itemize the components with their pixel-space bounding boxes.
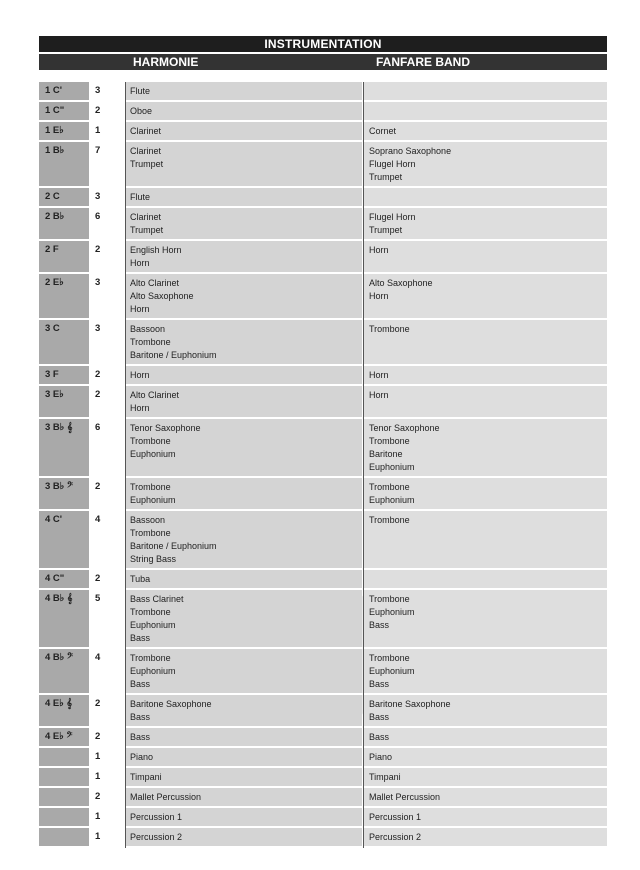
instrument-name: Horn bbox=[130, 403, 150, 413]
harmonie-cell bbox=[125, 386, 362, 419]
instrument-name: Clarinet bbox=[130, 146, 162, 156]
harmonie-cell bbox=[125, 728, 362, 748]
key-label: 4 C" bbox=[45, 573, 65, 584]
column-divider bbox=[125, 82, 126, 848]
instrument-name: Timpani bbox=[369, 772, 401, 782]
instrument-name: Trombone bbox=[369, 324, 410, 334]
header-bar bbox=[39, 54, 607, 70]
key-label: 1 C" bbox=[45, 105, 65, 116]
fanfare-instruments bbox=[369, 791, 440, 804]
key-label: 4 C' bbox=[45, 514, 63, 525]
instrument-name: String Bass bbox=[130, 554, 177, 564]
instrument-name: Bassoon bbox=[130, 515, 166, 525]
instrument-name: Tuba bbox=[130, 574, 151, 584]
fanfare-cell bbox=[364, 511, 607, 570]
fanfare-instruments bbox=[369, 831, 421, 844]
instrument-name: Euphonium bbox=[130, 666, 176, 676]
instrument-name: English Horn bbox=[130, 245, 182, 255]
fanfare-cell bbox=[364, 419, 607, 478]
instrument-name: Tenor Saxophone bbox=[369, 423, 440, 433]
fanfare-instruments bbox=[369, 389, 389, 402]
part-count: 5 bbox=[95, 593, 101, 604]
harmonie-cell bbox=[125, 511, 362, 570]
harmonie-instruments bbox=[130, 811, 182, 824]
instrument-name: Euphonium bbox=[369, 462, 415, 472]
instrument-name: Horn bbox=[369, 390, 389, 400]
instrument-name: Euphonium bbox=[130, 449, 176, 459]
harmonie-instruments bbox=[130, 573, 150, 586]
key-label: 4 E♭ 𝄞 bbox=[45, 698, 72, 709]
column-divider bbox=[363, 82, 364, 848]
instrument-name: Bass Clarinet bbox=[130, 594, 184, 604]
harmonie-instruments bbox=[130, 831, 182, 844]
part-count: 3 bbox=[95, 277, 101, 288]
part-count: 2 bbox=[95, 105, 101, 116]
fanfare-instruments bbox=[369, 244, 389, 257]
fanfare-cell bbox=[364, 386, 607, 419]
harmonie-cell bbox=[125, 419, 362, 478]
instrument-name: Clarinet bbox=[130, 126, 162, 136]
harmonie-cell bbox=[125, 320, 362, 366]
instrument-name: Alto Saxophone bbox=[130, 291, 194, 301]
instrument-name: Flugel Horn bbox=[369, 159, 416, 169]
part-count: 1 bbox=[95, 831, 101, 842]
part-count: 1 bbox=[95, 751, 101, 762]
part-count: 3 bbox=[95, 191, 101, 202]
fanfare-cell bbox=[364, 748, 607, 768]
fanfare-instruments bbox=[369, 593, 415, 632]
fanfare-instruments bbox=[369, 145, 451, 184]
instrument-name: Euphonium bbox=[369, 666, 415, 676]
harmonie-instruments bbox=[130, 698, 212, 724]
instrument-name: Horn bbox=[369, 291, 389, 301]
instrument-name: Trumpet bbox=[369, 172, 403, 182]
harmonie-instruments bbox=[130, 593, 184, 645]
key-label: 2 F bbox=[45, 244, 59, 255]
harmonie-instruments bbox=[130, 514, 217, 566]
fanfare-instruments bbox=[369, 323, 410, 336]
instrument-name: Cornet bbox=[369, 126, 397, 136]
harmonie-instruments bbox=[130, 211, 163, 237]
harmonie-cell bbox=[125, 366, 362, 386]
harmonie-instruments bbox=[130, 389, 179, 415]
instrument-name: Flute bbox=[130, 192, 151, 202]
fanfare-cell bbox=[364, 102, 607, 122]
instrumentation-table bbox=[39, 82, 607, 848]
part-count: 1 bbox=[95, 771, 101, 782]
instrument-name: Trombone bbox=[369, 436, 410, 446]
instrument-name: Baritone Saxophone bbox=[369, 699, 451, 709]
instrument-name: Percussion 1 bbox=[130, 812, 183, 822]
instrument-name: Bass bbox=[369, 679, 390, 689]
harmonie-cell bbox=[125, 478, 362, 511]
harmonie-cell bbox=[125, 82, 362, 102]
part-count: 2 bbox=[95, 389, 101, 400]
key-label: 3 B♭ 𝄢 bbox=[45, 481, 74, 492]
instrument-name: Euphonium bbox=[369, 607, 415, 617]
harmonie-instruments bbox=[130, 751, 153, 764]
key-label: 4 E♭ 𝄢 bbox=[45, 731, 73, 742]
fanfare-cell bbox=[364, 188, 607, 208]
part-count: 2 bbox=[95, 244, 101, 255]
instrument-name: Clarinet bbox=[130, 212, 162, 222]
instrument-name: Euphonium bbox=[369, 495, 415, 505]
instrument-name: Trombone bbox=[369, 594, 410, 604]
fanfare-instruments bbox=[369, 481, 415, 507]
instrument-name: Trombone bbox=[369, 515, 410, 525]
fanfare-cell bbox=[364, 808, 607, 828]
fanfare-instruments bbox=[369, 652, 415, 691]
harmonie-cell bbox=[125, 808, 362, 828]
instrument-name: Mallet Percussion bbox=[130, 792, 202, 802]
fanfare-cell bbox=[364, 695, 607, 728]
part-count: 2 bbox=[95, 369, 101, 380]
key-label: 1 B♭ bbox=[45, 145, 65, 156]
harmonie-instruments bbox=[130, 191, 150, 204]
harmonie-instruments bbox=[130, 791, 201, 804]
instrument-name: Bass bbox=[130, 633, 151, 643]
fanfare-cell bbox=[364, 570, 607, 590]
instrument-name: Bass bbox=[130, 732, 151, 742]
harmonie-cell bbox=[125, 695, 362, 728]
instrument-name: Flute bbox=[130, 86, 151, 96]
column-header-harmonie: HARMONIE bbox=[133, 55, 199, 69]
fanfare-instruments bbox=[369, 211, 416, 237]
instrument-name: Bassoon bbox=[130, 324, 166, 334]
instrument-name: Trombone bbox=[130, 653, 171, 663]
instrument-name: Baritone bbox=[369, 449, 403, 459]
harmonie-cell bbox=[125, 208, 362, 241]
key-label: 2 E♭ bbox=[45, 277, 64, 288]
harmonie-cell bbox=[125, 102, 362, 122]
instrument-name: Soprano Saxophone bbox=[369, 146, 452, 156]
fanfare-cell bbox=[364, 728, 607, 748]
instrument-name: Horn bbox=[130, 370, 150, 380]
harmonie-instruments bbox=[130, 125, 161, 138]
fanfare-instruments bbox=[369, 731, 389, 744]
key-label: 3 B♭ 𝄞 bbox=[45, 422, 73, 433]
fanfare-instruments bbox=[369, 369, 389, 382]
instrument-name: Mallet Percussion bbox=[369, 792, 441, 802]
instrument-name: Percussion 1 bbox=[369, 812, 422, 822]
instrument-name: Trombone bbox=[369, 653, 410, 663]
instrument-name: Trumpet bbox=[130, 159, 164, 169]
part-count: 6 bbox=[95, 422, 101, 433]
part-count: 1 bbox=[95, 811, 101, 822]
instrument-name: Oboe bbox=[130, 106, 153, 116]
harmonie-cell bbox=[125, 768, 362, 788]
instrument-name: Trumpet bbox=[130, 225, 164, 235]
fanfare-instruments bbox=[369, 771, 401, 784]
harmonie-cell bbox=[125, 828, 362, 848]
part-count: 2 bbox=[95, 791, 101, 802]
fanfare-instruments bbox=[369, 751, 392, 764]
harmonie-cell bbox=[125, 274, 362, 320]
harmonie-instruments bbox=[130, 422, 201, 461]
instrument-name: Trombone bbox=[130, 528, 171, 538]
fanfare-cell bbox=[364, 208, 607, 241]
fanfare-cell bbox=[364, 366, 607, 386]
harmonie-instruments bbox=[130, 481, 176, 507]
title-bar bbox=[39, 36, 607, 52]
harmonie-instruments bbox=[130, 323, 217, 362]
harmonie-cell bbox=[125, 570, 362, 590]
fanfare-cell bbox=[364, 768, 607, 788]
harmonie-instruments bbox=[130, 652, 176, 691]
harmonie-instruments bbox=[130, 277, 194, 316]
part-count: 1 bbox=[95, 125, 101, 136]
instrument-name: Trombone bbox=[130, 337, 171, 347]
instrument-name: Percussion 2 bbox=[130, 832, 183, 842]
harmonie-cell bbox=[125, 142, 362, 188]
instrument-name: Baritone Saxophone bbox=[130, 699, 212, 709]
fanfare-cell bbox=[364, 241, 607, 274]
instrument-name: Alto Clarinet bbox=[130, 278, 180, 288]
harmonie-instruments bbox=[130, 145, 163, 171]
fanfare-instruments bbox=[369, 698, 451, 724]
column-header-fanfare: FANFARE BAND bbox=[376, 55, 471, 69]
harmonie-cell bbox=[125, 122, 362, 142]
fanfare-cell bbox=[364, 828, 607, 848]
fanfare-cell bbox=[364, 274, 607, 320]
instrument-name: Euphonium bbox=[130, 620, 176, 630]
fanfare-cell bbox=[364, 478, 607, 511]
instrument-name: Trumpet bbox=[369, 225, 403, 235]
instrument-name: Piano bbox=[369, 752, 393, 762]
part-count: 2 bbox=[95, 573, 101, 584]
harmonie-instruments bbox=[130, 105, 152, 118]
instrument-name: Alto Clarinet bbox=[130, 390, 180, 400]
instrument-name: Piano bbox=[130, 752, 154, 762]
instrument-name: Flugel Horn bbox=[369, 212, 416, 222]
harmonie-cell bbox=[125, 748, 362, 768]
instrument-name: Trombone bbox=[130, 607, 171, 617]
key-label: 1 E♭ bbox=[45, 125, 64, 136]
harmonie-instruments bbox=[130, 85, 150, 98]
harmonie-instruments bbox=[130, 369, 150, 382]
key-label: 4 B♭ 𝄢 bbox=[45, 652, 74, 663]
instrument-name: Horn bbox=[130, 304, 150, 314]
part-count: 7 bbox=[95, 145, 101, 156]
instrument-name: Trombone bbox=[130, 482, 171, 492]
instrument-name: Timpani bbox=[130, 772, 162, 782]
fanfare-cell bbox=[364, 320, 607, 366]
fanfare-cell bbox=[364, 788, 607, 808]
instrument-name: Horn bbox=[130, 258, 150, 268]
instrument-name: Trombone bbox=[130, 436, 171, 446]
fanfare-cell bbox=[364, 142, 607, 188]
part-count: 4 bbox=[95, 652, 101, 663]
fanfare-instruments bbox=[369, 125, 396, 138]
part-count: 2 bbox=[95, 731, 101, 742]
instrument-name: Baritone / Euphonium bbox=[130, 350, 217, 360]
key-label: 1 C' bbox=[45, 85, 63, 96]
part-count: 2 bbox=[95, 698, 101, 709]
fanfare-cell bbox=[364, 590, 607, 649]
instrument-name: Bass bbox=[369, 712, 390, 722]
fanfare-instruments bbox=[369, 514, 410, 527]
key-label: 2 B♭ bbox=[45, 211, 65, 222]
instrument-name: Horn bbox=[369, 370, 389, 380]
instrument-name: Tenor Saxophone bbox=[130, 423, 201, 433]
instrument-name: Bass bbox=[130, 679, 151, 689]
instrument-name: Trombone bbox=[369, 482, 410, 492]
key-label: 2 C bbox=[45, 191, 60, 202]
part-count: 3 bbox=[95, 323, 101, 334]
fanfare-cell bbox=[364, 122, 607, 142]
instrument-name: Bass bbox=[369, 732, 390, 742]
part-count: 2 bbox=[95, 481, 101, 492]
part-count: 4 bbox=[95, 514, 101, 525]
fanfare-instruments bbox=[369, 811, 421, 824]
harmonie-instruments bbox=[130, 731, 150, 744]
harmonie-instruments bbox=[130, 244, 182, 270]
instrument-name: Bass bbox=[369, 620, 390, 630]
instrument-name: Alto Saxophone bbox=[369, 278, 433, 288]
key-label: 3 E♭ bbox=[45, 389, 64, 400]
instrument-name: Euphonium bbox=[130, 495, 176, 505]
fanfare-instruments bbox=[369, 422, 440, 474]
key-label: 4 B♭ 𝄞 bbox=[45, 593, 73, 604]
instrument-name: Horn bbox=[369, 245, 389, 255]
harmonie-cell bbox=[125, 241, 362, 274]
fanfare-cell bbox=[364, 82, 607, 102]
instrument-name: Bass bbox=[130, 712, 151, 722]
part-count: 6 bbox=[95, 211, 101, 222]
harmonie-cell bbox=[125, 188, 362, 208]
key-label: 3 F bbox=[45, 369, 59, 380]
harmonie-cell bbox=[125, 649, 362, 695]
part-count: 3 bbox=[95, 85, 101, 96]
harmonie-cell bbox=[125, 590, 362, 649]
harmonie-cell bbox=[125, 788, 362, 808]
key-label: 3 C bbox=[45, 323, 60, 334]
page-title: INSTRUMENTATION bbox=[264, 37, 382, 51]
harmonie-instruments bbox=[130, 771, 162, 784]
instrument-name: Percussion 2 bbox=[369, 832, 422, 842]
fanfare-instruments bbox=[369, 277, 433, 303]
fanfare-cell bbox=[364, 649, 607, 695]
instrument-name: Baritone / Euphonium bbox=[130, 541, 217, 551]
